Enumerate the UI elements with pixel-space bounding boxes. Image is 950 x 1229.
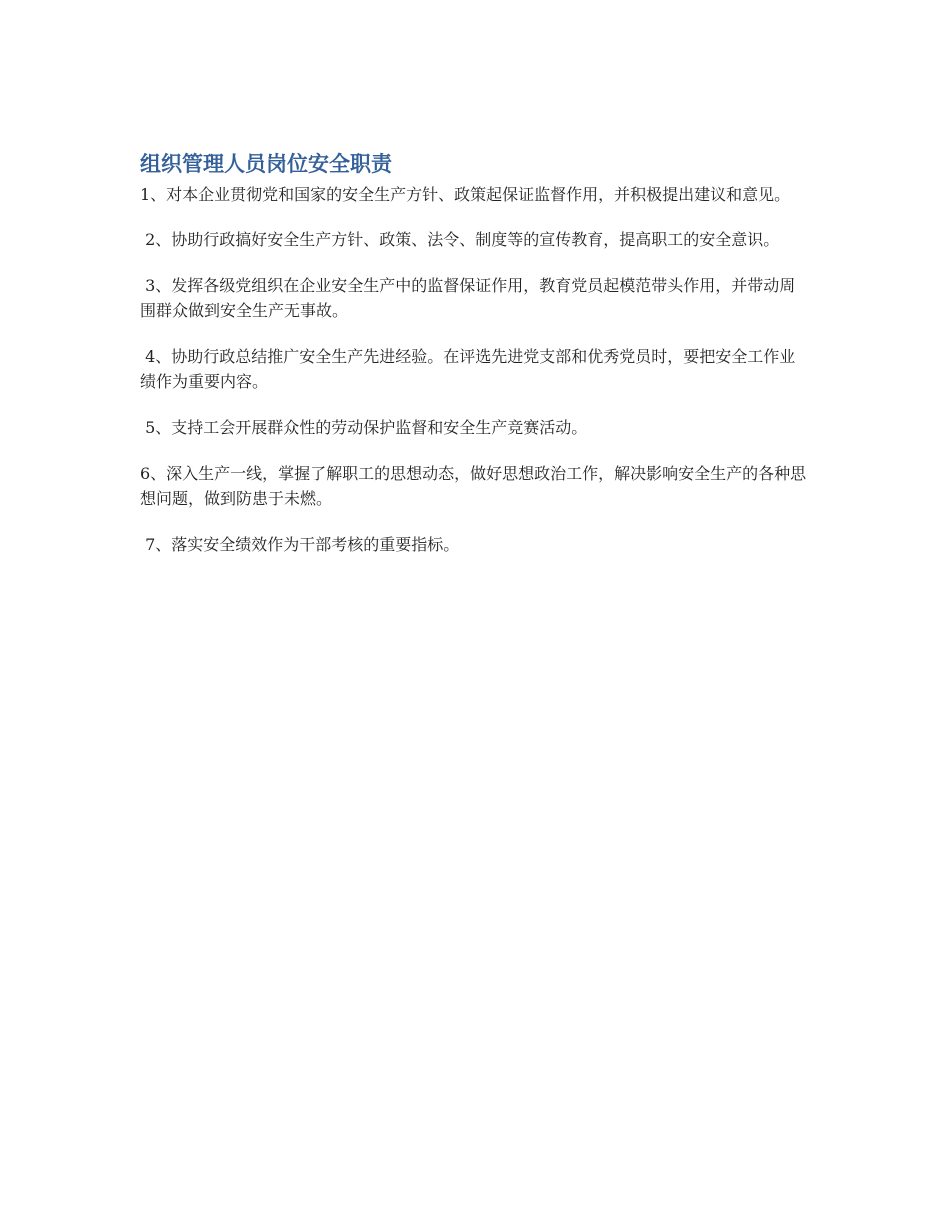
paragraph-6: 6、深入生产一线，掌握了解职工的思想动态，做好思想政治工作，解决影响安全生产的各种思想问题，做到防患于未燃。 — [140, 464, 807, 508]
paragraph-5: 5、支持工会开展群众性的劳动保护监督和安全生产竞赛活动。 — [140, 418, 588, 437]
document-title: 组织管理人员岗位安全职责 — [140, 152, 392, 176]
paragraph-1: 1、对本企业贯彻党和国家的安全生产方针、政策起保证监督作用，并积极提出建议和意见。 — [140, 185, 791, 204]
paragraph-3: 3、发挥各级党组织在企业安全生产中的监督保证作用，教育党员起模范带头作用，并带动周围群众做到安全生产无事故。 — [140, 276, 796, 320]
document-content — [140, 150, 810, 578]
paragraph-2: 2、协助行政搞好安全生产方针、政策、法令、制度等的宣传教育，提高职工的安全意识。 — [140, 230, 780, 249]
paragraph-4: 4、协助行政总结推广安全生产先进经验。在评选先进党支部和优秀党员时，要把安全工作业绩作为重要内容。 — [140, 347, 796, 391]
paragraph-7: 7、落实安全绩效作为干部考核的重要指标。 — [140, 535, 460, 554]
